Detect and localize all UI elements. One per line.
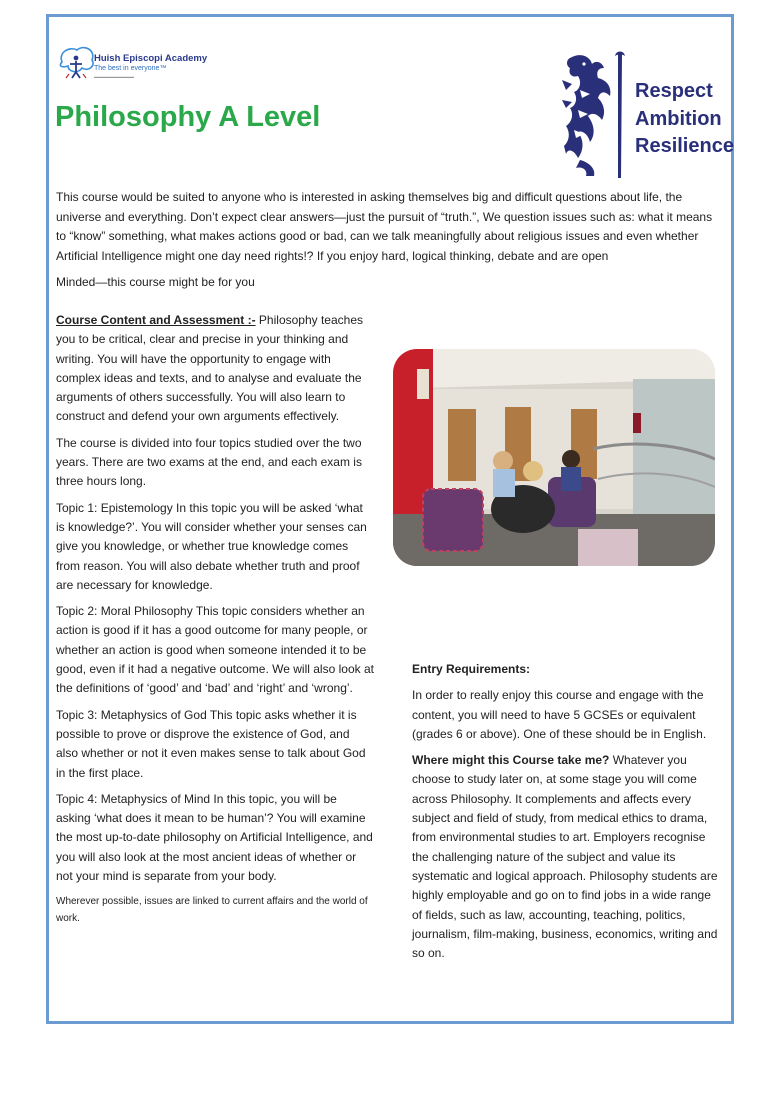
intro-continuation: Minded—this course might be for you <box>56 275 255 289</box>
future-paragraph <box>412 751 722 963</box>
tree-people-icon <box>56 44 98 80</box>
school-logo <box>56 44 226 84</box>
value-resilience: Resilience <box>635 135 734 157</box>
school-tagline: The best in everyone™ <box>94 65 167 72</box>
topic-3: Topic 3: Metaphysics of God This topic asks whether it is possible to prove or disprove the existence of God, and also whether or not it even makes sense to talk about God in the first place. <box>56 707 366 780</box>
page-title: Philosophy A Level <box>55 101 321 133</box>
course-intro-paragraph <box>56 311 374 427</box>
school-name: Huish Episcopi Academy <box>94 53 208 64</box>
study-area-illustration <box>393 349 715 566</box>
future-text: Whatever you choose to study later on, at some stage you will come across Philosophy. It complements and affects every subject and field of study, from medical ethics to drama, from environmental studies to art. Employers recognise the challenging nature of the subject and value its systematic and logical approach. Philosophy students are highly employable and go on to find jobs in a wide range of fields, such as law, accounting, teaching, politics, journalism, film-making, business, economics, writing and so on. <box>412 753 718 961</box>
students-study-area-photo <box>393 349 715 566</box>
topic-1: Topic 1: Epistemology In this topic you will be asked ‘what is knowledge?’. You will consider whether your senses can give you knowledge, or whether true knowledge comes from reason. You will also debate whether truth and proof are necessary for knowledge. <box>56 500 367 592</box>
value-respect: Respect <box>635 80 713 102</box>
requirements-column <box>412 660 722 970</box>
course-note: Wherever possible, issues are linked to current affairs and the world of work. <box>56 896 368 925</box>
topic-4: Topic 4: Metaphysics of Mind In this topic, you will be asking ‘what does it mean to be human’? You will examine the most up-to-date philosophy on Artificial Intelligence, and you will also look at the most ancient ideas of whether or not your mind is separate from your body. <box>56 791 373 884</box>
topic-2: Topic 2: Moral Philosophy This topic considers whether an action is good if it has a good outcome for many people, or whether an action is good when someone intended it to be good, even if it had a negative outcome. We will also look at the definitions of ‘good’ and ‘bad’ and ‘right’ and ‘wrong’. <box>56 604 374 696</box>
value-ambition: Ambition <box>635 107 722 130</box>
school-values <box>635 78 734 161</box>
course-structure: The course is divided into four topics studied over the two years. There are two exams at the end, and each exam is three hours long. <box>56 435 362 489</box>
intro-paragraph: This course would be suited to anyone who is interested in asking themselves big and difficult questions about life, the universe and everything. Don’t expect clear answers—just the pursuit of “truth.”, We question issues such as: what it means to “know” something, what makes actions good or bad, can we talk meaningfully about religious issues and even whether Artificial Intelligence might one day need rights!? If you enjoy hard, logical thinking, debate and are open <box>56 190 713 263</box>
school-small-print: ▬▬▬▬▬▬▬▬▬▬ <box>94 74 134 79</box>
course-content-heading: Course Content and Assessment :- <box>56 313 256 327</box>
future-heading: Where might this Course take me? <box>412 753 610 768</box>
entry-requirements-text: In order to really enjoy this course and engage with the content, you will need to have 5 GCSEs or equivalent (grades 6 or above). One of these should be in English. <box>412 688 707 741</box>
course-content-column <box>56 311 374 934</box>
course-intro-text: Philosophy teaches you to be critical, clear and precise in your thinking and writing. You will have the opportunity to engage with complex ideas and texts, and to analyse and evaluate the arguments of others successfully. You will also learn to construct and defend your own arguments effectively. <box>56 313 363 424</box>
dragon-crest-icon <box>560 50 630 180</box>
entry-requirements-heading: Entry Requirements: <box>412 662 531 676</box>
